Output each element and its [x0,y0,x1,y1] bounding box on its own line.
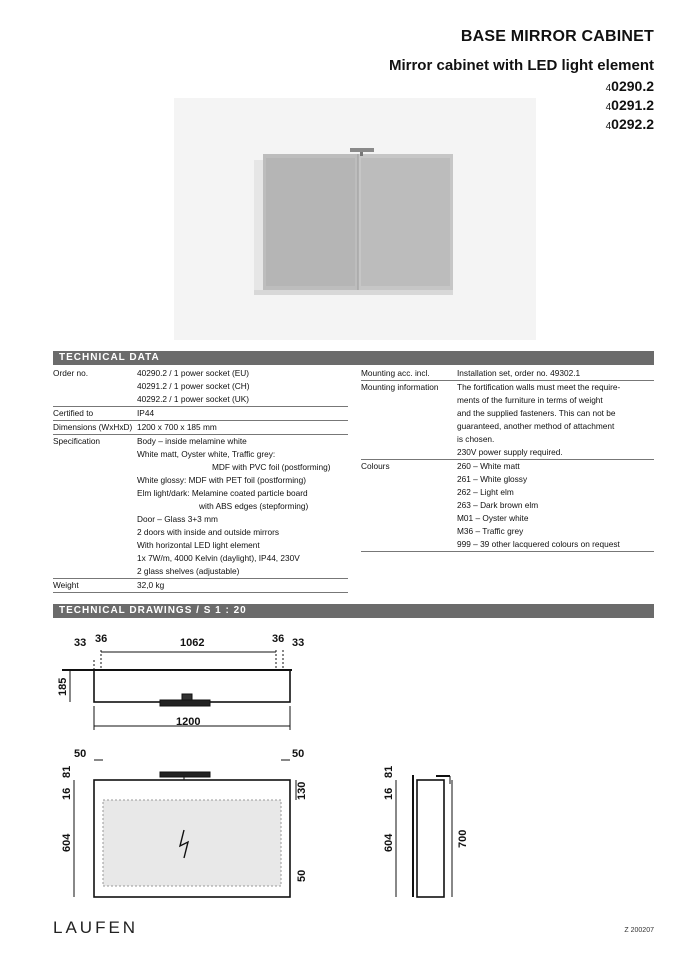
table-row [53,407,348,421]
dim-50-left: 50 [74,748,87,760]
dim-36-right: 36 [272,633,285,645]
table-row [53,579,348,593]
dim-50-right: 50 [292,748,305,760]
row-label: Weight [53,580,79,590]
table-row [53,421,348,435]
row-label: Specification [53,436,101,446]
row-value: IP44 [137,408,155,418]
dim-130: 130 [296,781,308,800]
product-code: 40291.2 [605,97,654,113]
row-label: Mounting information [361,382,439,392]
row-label: Certified to [53,408,94,418]
row-label: Dimensions (WxHxD) [53,422,133,432]
dim-81: 81 [61,765,73,778]
row-value: The fortification walls must meet the require- ments of the furniture in terms of weight and the supplied fasteners. This can not be guaranteed, another method of attachment is chosen. 230V power supply required. [457,382,621,457]
technical-data-right [361,367,654,552]
row-value: Body – inside melamine white White matt, Oyster white, Traffic grey: MDF with PVC foil (postforming) White glossy: MDF with PET foil (postforming) Elm light/dark: Melamine coated particle board with ABS edges (stepforming) Door – Glass 3+3 mm 2 doors with inside and outside mirrors With horizontal LED light element 1x 7W/m, 4000 Kelvin (daylight), IP44, 230V 2 glass shelves (adjustable) [137,436,331,576]
technical-data-heading: TECHNICAL DATA [53,351,654,365]
product-photo [174,98,536,340]
row-value: 40290.2 / 1 power socket (EU) 40291.2 / 1 power socket (CH) 40292.2 / 1 power socket (UK) [137,368,250,404]
row-value: 32,0 kg [137,580,165,590]
table-row [361,460,654,552]
technical-data-left [53,367,348,593]
table-row [361,367,654,381]
table-row [53,367,348,407]
dim-1200: 1200 [176,716,201,728]
dim-16: 16 [61,787,73,800]
side-view-drawing [396,775,452,897]
table-row [361,381,654,460]
dim-36-left: 36 [95,633,108,645]
row-label: Mounting acc. incl. [361,368,430,378]
side-dim-16: 16 [383,787,395,800]
dim-1062: 1062 [180,637,205,649]
product-code: 40290.2 [605,78,654,94]
dim-50-bottom: 50 [296,869,308,882]
technical-drawings-heading: TECHNICAL DRAWINGS / S 1 : 20 [53,604,654,618]
row-value: 1200 x 700 x 185 mm [137,422,217,432]
page-title: BASE MIRROR CABINET [460,28,654,45]
page-subtitle: Mirror cabinet with LED light element [388,57,654,74]
dim-185: 185 [57,677,69,696]
side-dim-604: 604 [383,833,395,852]
row-label: Order no. [53,368,89,378]
side-dim-700: 700 [457,829,469,848]
technical-drawings [0,620,678,920]
side-dim-81: 81 [383,765,395,778]
dim-33-right: 33 [292,637,305,649]
row-value: 260 – White matt 261 – White glossy 262 – Light elm 263 – Dark brown elm M01 – Oyster white M36 – Traffic grey 999 – 39 other lacquered colours on request [457,461,620,549]
mirror-cabinet-image [174,98,536,340]
row-label: Colours [361,461,390,471]
row-value: Installation set, order no. 49302.1 [457,368,581,378]
brand-logo: LAUFEN [53,918,139,937]
product-code: 40292.2 [605,116,654,132]
front-view-drawing [74,760,296,897]
table-row [53,435,348,579]
document-code: Z 200207 [624,927,654,934]
dim-33-left: 33 [74,637,87,649]
dim-604: 604 [61,833,73,852]
